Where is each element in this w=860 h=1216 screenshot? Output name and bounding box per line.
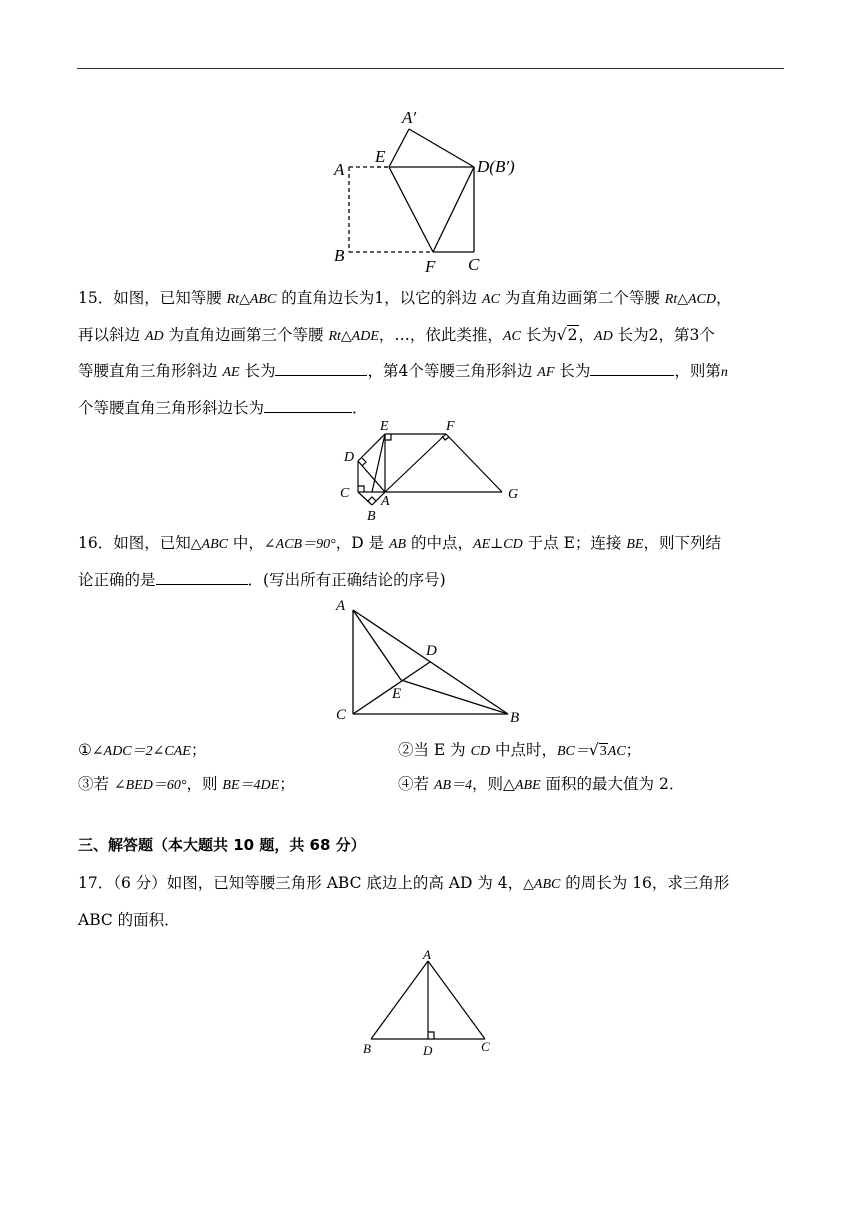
fig1-label-f: F	[425, 257, 436, 276]
fig2-label-d: D	[344, 450, 355, 465]
fig1-label-a: A	[334, 160, 345, 179]
fig2-label-f: F	[446, 419, 455, 434]
q16-line-1: 16．如图，已知△ABC 中，∠ACB＝90°，D 是 AB 的中点，AE⊥CD 于点 E；连接 BE，则下列结	[78, 534, 721, 552]
fig1-label-c: C	[468, 255, 480, 274]
answer-blank-16[interactable]	[156, 570, 248, 585]
fig4-label-a: A	[423, 947, 431, 962]
fig2-label-a: A	[381, 494, 390, 509]
q17-line-2: ABC 的面积．	[78, 910, 180, 929]
q15-line-3: 等腰直角三角形斜边 AE 长为 ，第4个等腰三角形斜边 AF 长为 ，则第n	[78, 362, 728, 380]
fig3-label-e: E	[392, 686, 402, 702]
q16-line-2: 论正确的是 ．(写出所有正确结论的序号)	[78, 570, 446, 589]
question-15	[78, 281, 784, 425]
answer-blank-ae[interactable]	[275, 361, 367, 376]
fig4-label-b: B	[363, 1041, 371, 1056]
question-17	[78, 866, 784, 937]
sqrt-3: √3	[588, 741, 607, 759]
q15-line-2: 再以斜边 AD 为直角边画第三个等腰 Rt△ADE，…，依此类推，AC 长为√2，AD 长为2，第3个	[78, 325, 715, 344]
fig3-label-b: B	[510, 710, 520, 726]
fig2-label-c: C	[340, 486, 350, 501]
fig4-label-c: C	[481, 1039, 490, 1054]
q15-line-1: 15．如图，已知等腰 Rt△ABC 的直角边长为1，以它的斜边 AC 为直角边画第二个等腰 Rt△ACD，	[78, 289, 732, 307]
fig2-label-g: G	[508, 487, 519, 502]
fig2-label-b: B	[367, 509, 376, 524]
fig3-label-c: C	[336, 707, 347, 723]
sqrt-2: √2	[556, 325, 578, 344]
option-4: ④若 AB＝4，则△ABE 面积的最大值为 2．	[398, 775, 685, 793]
fig1-label-a-prime: A′	[402, 108, 417, 127]
fig1-label-b: B	[334, 246, 345, 265]
answer-blank-af[interactable]	[590, 361, 674, 376]
figure-right-triangle-abc	[332, 597, 532, 727]
fig3-label-d: D	[426, 643, 437, 659]
header-rule	[77, 68, 784, 69]
figure-isosceles-triangle	[355, 945, 505, 1060]
option-2: ②当 E 为 CD 中点时，BC＝√3AC；	[398, 741, 642, 759]
answer-blank-nth[interactable]	[264, 398, 352, 413]
fig2-label-e: E	[380, 419, 389, 434]
option-3: ③若 ∠BED＝60°，则 BE＝4DE；	[78, 775, 295, 793]
option-1: ①∠ADC＝2∠CAE；	[78, 741, 207, 759]
figure-spiral-triangles	[332, 414, 528, 524]
fig1-label-d: D(B′)	[477, 157, 515, 176]
question-16	[78, 526, 784, 597]
fig3-label-a: A	[336, 598, 346, 614]
q17-line-1: 17．（6 分）如图，已知等腰三角形 ABC 底边上的高 AD 为 4，△ABC 的周长为 16，求三角形	[78, 874, 730, 892]
figure-fold-rectangle	[330, 105, 540, 277]
section-heading: 三、解答题（本大题共 10 题，共 68 分）	[78, 836, 366, 854]
fig1-label-e: E	[375, 147, 386, 166]
fig4-label-d: D	[423, 1043, 433, 1058]
q15-line-4: 个等腰直角三角形斜边长为 ．	[78, 398, 368, 417]
